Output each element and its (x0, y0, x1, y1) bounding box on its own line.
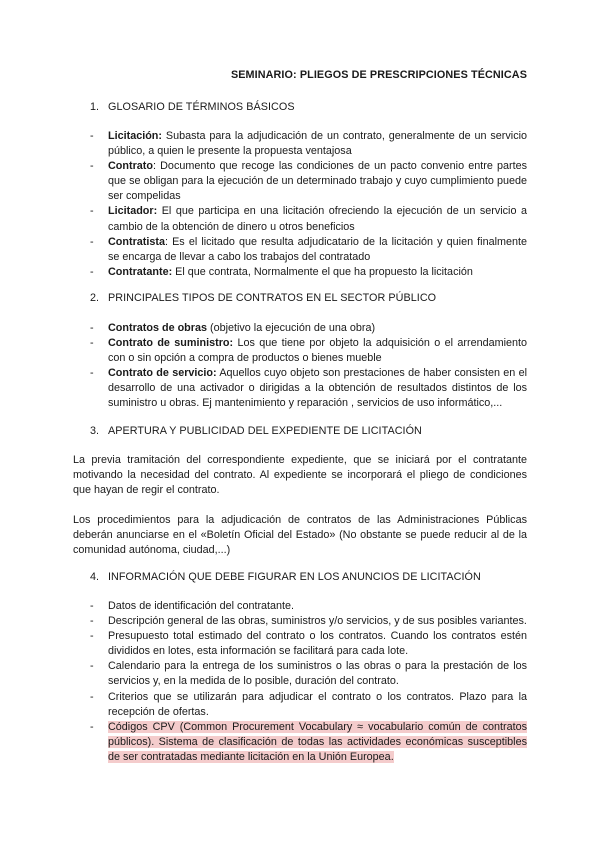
list-item (0, 690, 600, 720)
definition: : Es el licitado que resulta adjudicatario de la licitación y quien finalmente se encarga de llevar a cabo los trabajos del contratado (108, 235, 527, 263)
section-3-heading (90, 425, 422, 437)
list-item (0, 129, 600, 159)
announcement-info-list (0, 599, 600, 765)
section-title: PRINCIPALES TIPOS DE CONTRATOS EN EL SECTOR PÚBLICO (108, 292, 437, 304)
term: Contrato de servicio: (108, 367, 217, 380)
term: Licitación: (108, 130, 162, 142)
definition: El que participa en una licitación ofreciendo la ejecución de un servicio a cambio de la obtención de dinero u otros beneficios (108, 205, 527, 233)
definition: Subasta para la adjudicación de un contrato, generalmente de un servicio público, a quien le presente la propuesta ventajosa (108, 130, 527, 158)
definition: El que contrata, Normalmente el que ha propuesto la licitación (172, 265, 473, 278)
section-number: 3. (90, 425, 100, 437)
list-item (0, 204, 600, 234)
paragraph: La previa tramitación del correspondiente expediente, que se iniciará por el contratante motivando la necesidad del contrato. Al expediente se incorporará el pliego de condiciones que hayan de regir el contrato. (73, 454, 527, 497)
list-item (0, 659, 600, 689)
document-title: SEMINARIO: PLIEGOS DE PRESCRIPCIONES TÉCNICAS (230, 69, 527, 81)
section-number: 4. (90, 571, 100, 583)
glossary-list (0, 129, 600, 280)
list-item (0, 336, 600, 366)
section-number: 2. (90, 292, 100, 304)
definition: (objetivo la ejecución de una obra) (207, 322, 376, 334)
item-text: Datos de identificación del contratante. (108, 600, 295, 612)
list-item (0, 599, 600, 614)
item-text: Descripción general de las obras, suministros y/o servicios, y de sus posibles variantes. (108, 615, 527, 628)
list-item (0, 235, 600, 265)
term: Contratante: (108, 265, 173, 278)
list-item (0, 614, 600, 629)
definition: : Documento que recoge las condiciones de un pacto convenio entre partes que se obligan para la ejecución de un determinado trabajo y cuyo cumplimiento puede ser compelidas (108, 160, 527, 203)
list-item (0, 366, 600, 411)
section-number: 1. (90, 101, 100, 113)
term: Contrato (108, 160, 153, 173)
section-2-heading (90, 292, 436, 304)
list-item (0, 265, 600, 280)
item-text: Presupuesto total estimado del contrato o los contratos. Cuando los contratos estén divididos en lotes, esta información se facilitará para cada lote. (108, 630, 527, 658)
list-item-highlighted (0, 720, 600, 765)
definition: Los que tiene por objeto la adquisición o el arrendamiento con o sin opción a compra de productos o bienes mueble (108, 337, 527, 365)
item-text: Criterios que se utilizarán para adjudicar el contrato o los contratos. Plazo para la recepción de ofertas. (108, 690, 527, 718)
section-title: INFORMACIÓN QUE DEBE FIGURAR EN LOS ANUNCIOS DE LICITACIÓN (108, 571, 481, 583)
section-4-heading (90, 571, 481, 583)
section-title: APERTURA Y PUBLICIDAD DEL EXPEDIENTE DE LICITACIÓN (108, 425, 422, 437)
term: Licitador: (108, 205, 158, 218)
list-item (0, 629, 600, 659)
term: Contratista (108, 235, 165, 248)
definition: Aquellos cuyo objeto son prestaciones de haber consisten en el desarrollo de una activador o dirigidas a la obtención de resultados distintos de los suministro u obras. Ej mantenimiento y reparación , servicios de uso informático,... (108, 367, 527, 410)
contract-types-list (0, 321, 600, 412)
highlighted-text: Códigos CPV (Common Procurement Vocabulary ≈ vocabulario común de contratos públicos). Sistema de clasificación de todas las actividades económicas susceptibles de ser contratadas mediante licitación en la Unión Europea. (108, 720, 527, 763)
list-item (0, 159, 600, 204)
paragraph: Los procedimientos para la adjudicación de contratos de las Administraciones Públicas deberán anunciarse en el «Boletín Oficial del Estado» (No obstante se puede reducir al de la comunidad autónoma, ciudad,...) (73, 514, 527, 557)
list-item (0, 321, 600, 336)
item-text: Calendario para la entrega de los suministros o las obras o para la prestación de los servicios y, en la medida de lo posible, duración del contrato. (108, 660, 527, 688)
section-1-heading (90, 101, 295, 113)
term: Contratos de obras (108, 322, 207, 334)
section-title: GLOSARIO DE TÉRMINOS BÁSICOS (108, 101, 295, 113)
term: Contrato de suministro: (108, 337, 234, 350)
